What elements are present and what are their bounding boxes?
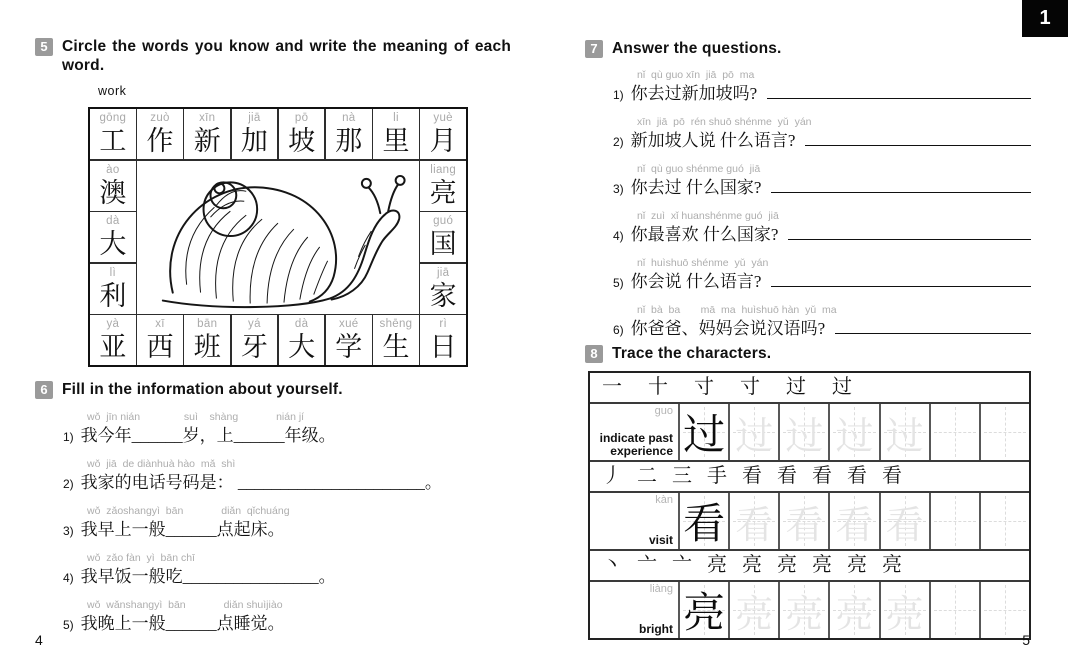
pinyin-label: ào [106,163,120,176]
question-item [613,69,1031,107]
item-number: 2) [63,477,74,492]
word-cell [232,109,278,159]
meaning-label: visit [648,532,673,547]
pinyin-label: lì [109,266,117,279]
character: 生 [382,332,410,362]
pinyin-label: yá [248,318,261,330]
pinyin-label: guó [433,215,454,227]
word-cell [326,315,372,365]
exercise8-title: Trace the characters. [612,345,772,362]
character: 工 [99,126,127,156]
pinyin-line: wǒ zǎo fàn yì bān chī [87,552,195,565]
character: 牙 [240,332,268,362]
snail-illustration [137,161,419,314]
right-page [585,0,1031,637]
stroke-order-row: 丿二三手看看看看看 [590,460,1029,493]
pinyin-label: dà [294,318,309,330]
trace-character-cell: 看 [881,493,929,549]
pinyin-label: shēng [379,318,413,330]
item-number: 1) [63,430,74,445]
word-cell [420,212,466,262]
answer-line [805,131,1031,146]
pinyin-label: dà [106,215,120,227]
exercise5-title: Circle the words you know and write the meaning of each word. [62,38,511,75]
item-number: 1) [613,88,624,103]
character: 西 [146,332,174,362]
unit-number: 1 [1039,7,1051,29]
item-number: 6) [613,323,624,338]
item-number: 4) [63,571,74,586]
character: 大 [99,229,127,259]
page-number: 5 [1022,632,1030,648]
word-cell [232,315,278,365]
pinyin-label: rì [439,318,447,330]
trace-character-cell: 过 [730,404,778,460]
pinyin-label: xué [339,318,359,330]
question-item [613,304,1031,342]
character-label [590,404,678,460]
word-cell [420,315,466,365]
character: 国 [429,229,457,259]
exercise6 [35,380,513,646]
exercise8-header [585,344,771,363]
pinyin-label: zuò [150,112,170,124]
pinyin-label: liàng [649,583,673,595]
snail-line-drawing [139,161,417,313]
word-cell [326,109,372,159]
question-text: 你会说 什么语言? [630,272,762,292]
trace-character-cell: 看 [780,493,828,549]
trace-character-cell: 过 [830,404,878,460]
pinyin-label: xīn [199,112,216,124]
answer-line [767,84,1031,99]
question-item [613,116,1031,154]
pinyin-line: wǒ jīn nián suì shàng nián jí [87,411,305,424]
pinyin-line: nǐ huìshuō shénme yǔ yán [637,257,769,270]
pinyin-label: yà [106,318,120,330]
word-cell [420,109,466,159]
fill-in-item [63,458,513,496]
word-cell [90,161,136,211]
pinyin-label: bān [197,318,218,330]
word-cell [184,315,230,365]
pinyin-label: liang [430,163,457,176]
question-text: 新加坡人说 什么语言? [630,131,796,151]
pinyin-line: nǐ qù guo xīn jiā pō ma [637,69,755,82]
question-item [613,163,1031,201]
model-character-cell: 亮 [680,582,728,638]
item-number: 5) [63,618,74,633]
question-text: 你去过 什么国家? [630,178,762,198]
page-number: 4 [35,632,43,648]
sentence-with-blanks: 我今年______岁，上______年级。 [80,426,336,446]
answer-line [788,225,1031,240]
exercise-number-badge: 8 [585,345,603,363]
trace-character-cell: 亮 [730,582,778,638]
word-cell [373,109,419,159]
sentence-with-blanks: 我早上一般______点起床。 [80,520,285,540]
word-cell [90,109,136,159]
word-cell [90,264,136,314]
practice-row [590,404,1029,460]
word-cell [137,109,183,159]
character: 里 [382,126,410,156]
question-text: 你去过新加坡吗? [630,84,758,104]
trace-character-cell: 过 [780,404,828,460]
word-cell [420,264,466,314]
exercise5-header [35,37,513,76]
item-number: 4) [613,229,624,244]
sentence-with-blanks: 我家的电话号码是： ______________________。 [80,473,442,493]
question-item [613,210,1031,248]
stroke-order-row: 丶亠亠亮亮亮亮亮亮 [590,549,1029,582]
character-tracing-table [588,371,1031,640]
empty-practice-cell [931,493,979,549]
exercise-number-badge: 7 [585,40,603,58]
word-cell [420,161,466,211]
practice-row [590,582,1029,638]
character-label [590,493,678,549]
pinyin-line: nǐ zuì xǐ huanshénme guó jiā [637,210,779,223]
fill-in-item [63,552,513,590]
pinyin-label: gōng [99,112,127,124]
character: 澳 [99,177,127,208]
pinyin-line: wǒ wǎnshangyì bān diǎn shuìjiào [87,599,283,612]
exercise7-header [585,39,1031,58]
left-page [35,0,513,634]
pinyin-label: kàn [655,494,673,506]
pinyin-line: wǒ zǎoshangyì bān diǎn qǐchuáng [87,505,290,518]
empty-practice-cell [981,493,1029,549]
model-character-cell: 过 [680,404,728,460]
sentence-with-blanks: 我晚上一般______点睡觉。 [80,614,285,634]
pinyin-line: wǒ jiā de diànhuà hào mǎ shì [87,458,236,471]
character: 家 [429,280,457,311]
trace-character-cell: 看 [730,493,778,549]
empty-practice-cell [931,404,979,460]
trace-character-cell: 亮 [780,582,828,638]
character: 坡 [288,126,316,156]
exercise-number-badge: 5 [35,38,53,56]
model-character-cell: 看 [680,493,728,549]
trace-character-cell: 亮 [881,582,929,638]
character: 学 [335,332,363,362]
character: 大 [288,332,316,362]
character: 那 [335,126,363,156]
item-number: 2) [613,135,624,150]
fill-in-item [63,411,513,449]
word-cell [279,315,325,365]
empty-practice-cell [981,582,1029,638]
item-number: 3) [613,182,624,197]
pinyin-label: pō [294,112,309,124]
exercise7-items [613,69,1031,342]
handwritten-answer: work [98,84,127,98]
word-cell [90,212,136,262]
pinyin-label: nà [342,112,356,124]
character: 作 [146,126,174,156]
word-cell [90,315,136,365]
question-item [613,257,1031,295]
meaning-label: indicate past experience [599,431,673,458]
character: 亮 [429,177,457,208]
sentence-with-blanks: 我早饭一般吃________________。 [80,567,336,587]
item-number: 5) [613,276,624,291]
pinyin-label: jiā [248,112,261,124]
pinyin-label: xī [155,318,165,330]
word-search-grid [88,107,468,367]
trace-character-cell: 看 [830,493,878,549]
stroke-order-row: 一十寸寸过过 [590,373,1029,404]
pinyin-line: xīn jiā pō rén shuō shénme yǔ yán [637,116,812,129]
meaning-label: bright [639,621,673,636]
empty-practice-cell [981,404,1029,460]
character-label [590,582,678,638]
trace-character-cell: 过 [881,404,929,460]
pinyin-line: nǐ bà ba mā ma huìshuō hàn yǔ ma [637,304,837,317]
question-text: 你最喜欢 什么国家? [630,225,779,245]
character: 月 [429,126,457,156]
word-cell [373,315,419,365]
exercise7-title: Answer the questions. [612,40,782,57]
fill-in-item [63,599,513,637]
pinyin-label: jiā [436,266,450,279]
answer-line [771,178,1031,193]
trace-character-cell: 亮 [830,582,878,638]
exercise6-header [35,380,513,399]
question-text: 你爸爸、妈妈会说汉语吗? [630,319,826,339]
character: 亚 [99,332,127,362]
pinyin-label: li [393,112,399,124]
character: 班 [193,332,221,362]
pinyin-label: yuè [433,112,453,124]
pinyin-line: nǐ qù guo shénme guó jiā [637,163,761,176]
item-number: 3) [63,524,74,539]
character: 日 [429,332,457,362]
word-cell [184,109,230,159]
character: 新 [193,126,221,156]
character: 加 [240,126,268,156]
pinyin-label: guo [654,405,673,417]
exercise-number-badge: 6 [35,381,53,399]
word-cell [137,315,183,365]
character: 利 [99,280,127,311]
exercise6-title: Fill in the information about yourself. [62,381,343,398]
empty-practice-cell [931,582,979,638]
answer-line [771,272,1031,287]
fill-in-item [63,505,513,543]
word-cell [279,109,325,159]
practice-row [590,493,1029,549]
answer-line [835,319,1031,334]
